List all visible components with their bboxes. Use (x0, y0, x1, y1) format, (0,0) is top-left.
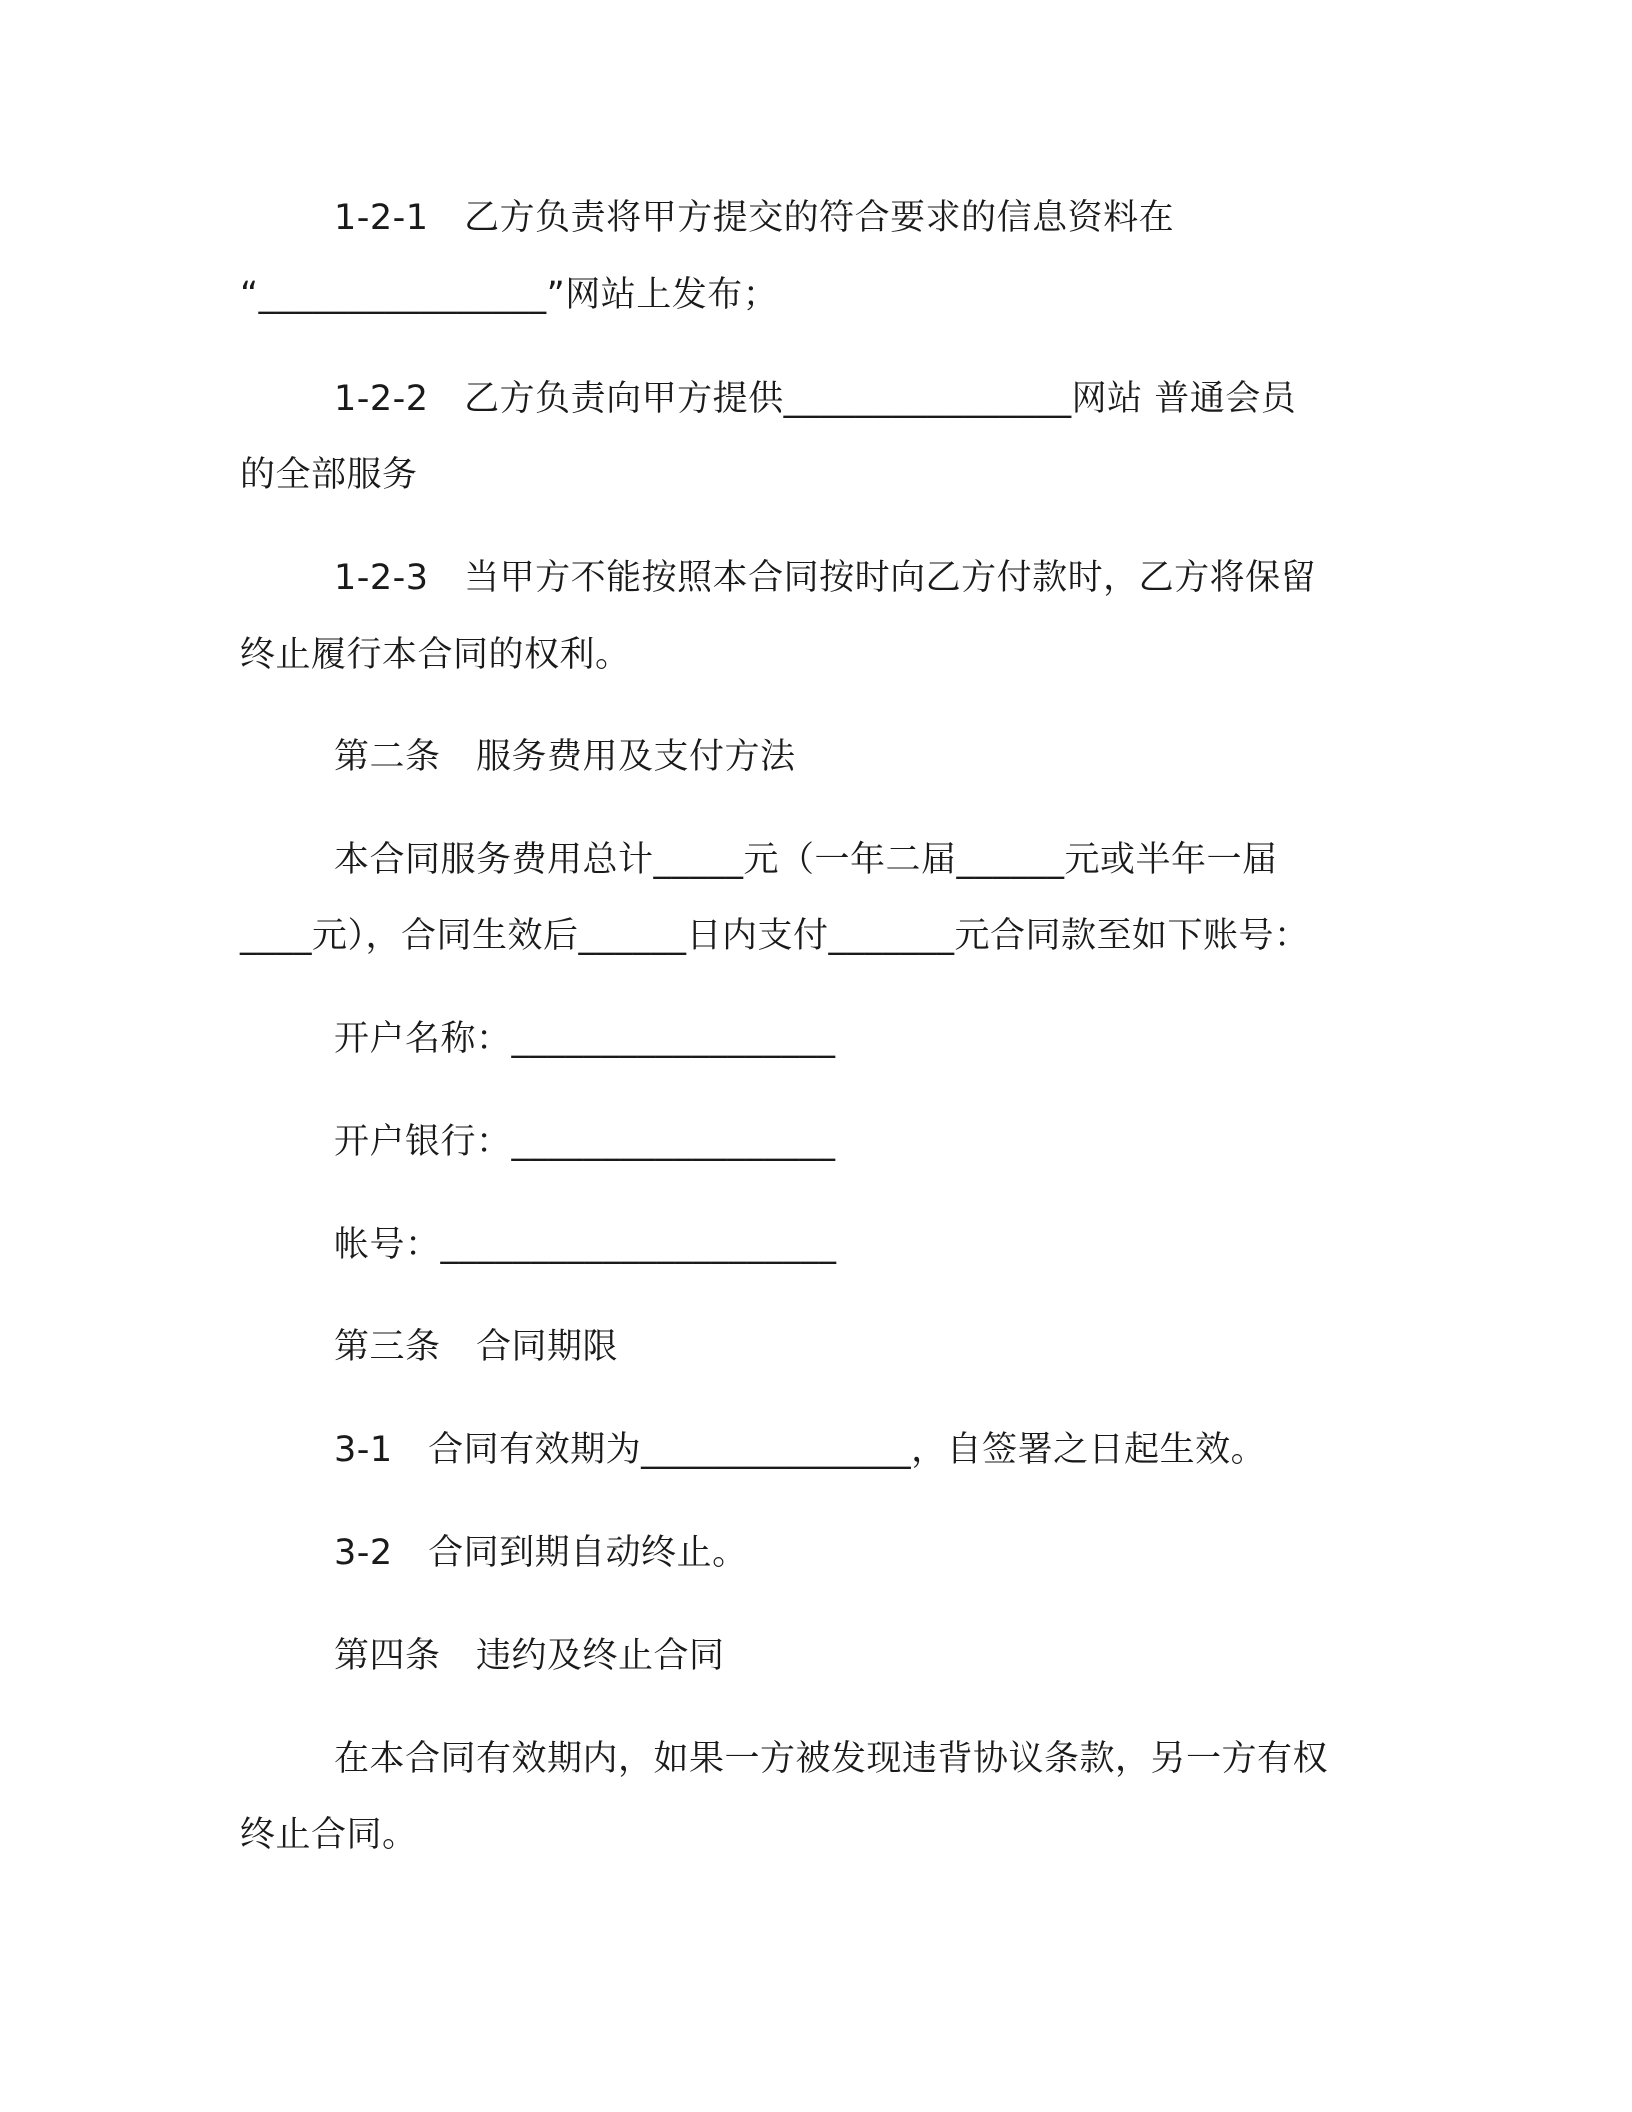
fee-paragraph: 本合同服务费用总计_____元（一年二届______元或半年一届 (334, 840, 1278, 880)
clause-1-2-1: 1-2-1 乙方负责将甲方提交的符合要求的信息资料在 (334, 198, 1175, 238)
clause-1-2-2: 1-2-2 乙方负责向甲方提供________________网站 普通会员 (334, 379, 1297, 419)
account-name-field: 开户名称：__________________ (334, 1019, 836, 1059)
account-number-field: 帐号：______________________ (334, 1225, 837, 1265)
fee-paragraph-continued: ____元），合同生效后______日内支付_______元合同款至如下账号： (240, 916, 1310, 956)
clause-1-2-1-continued: “________________”网站上发布； (240, 275, 779, 315)
article-3-heading: 第三条 合同期限 (334, 1327, 619, 1367)
clause-1-2-3: 1-2-3 当甲方不能按照本合同按时向乙方付款时，乙方将保留 (334, 558, 1317, 598)
article-2-heading: 第二条 服务费用及支付方法 (334, 737, 796, 777)
clause-1-2-2-continued: 的全部服务 (240, 455, 418, 495)
clause-3-1: 3-1 合同有效期为_______________，自签署之日起生效。 (334, 1430, 1267, 1470)
clause-1-2-3-continued: 终止履行本合同的权利。 (240, 635, 631, 675)
bank-name-field: 开户银行：__________________ (334, 1122, 836, 1162)
breach-paragraph-continued: 终止合同。 (240, 1815, 418, 1855)
clause-3-2: 3-2 合同到期自动终止。 (334, 1533, 748, 1573)
breach-paragraph: 在本合同有效期内，如果一方被发现违背协议条款，另一方有权 (334, 1739, 1329, 1779)
article-4-heading: 第四条 违约及终止合同 (334, 1636, 725, 1676)
